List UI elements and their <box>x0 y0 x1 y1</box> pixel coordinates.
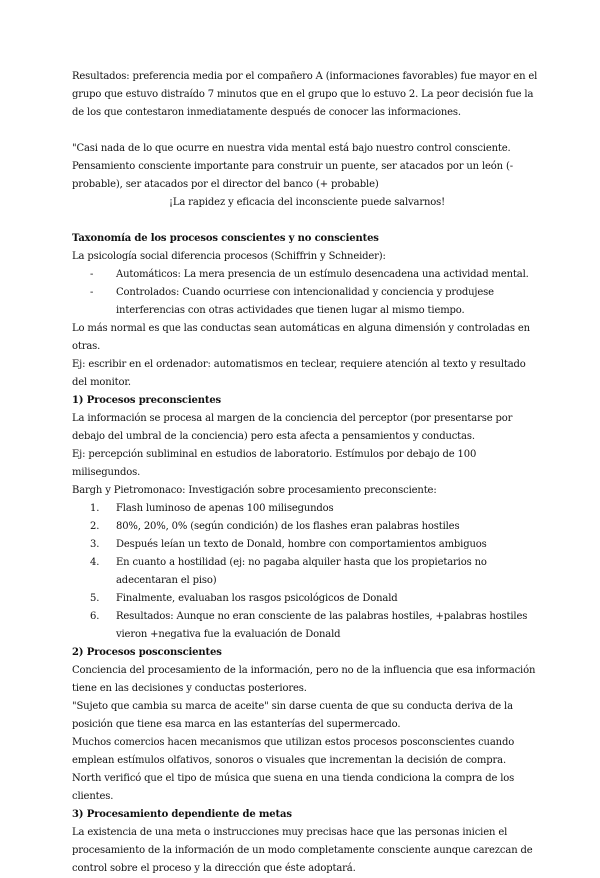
number-marker: 4. <box>90 557 100 568</box>
number-marker: 5. <box>90 593 100 604</box>
list-item-text: Después leían un texto de Donald, hombre con comportamientos ambiguos <box>116 539 487 550</box>
list-item-text: 80%, 20%, 0% (según condición) de los flashes eran palabras hostiles <box>116 521 460 532</box>
list-item <box>90 266 542 284</box>
number-marker: 6. <box>90 611 100 622</box>
document-page <box>72 68 542 878</box>
spacer <box>72 212 542 230</box>
list-item <box>90 500 542 518</box>
dash-marker: - <box>90 287 94 298</box>
number-marker: 1. <box>90 503 100 514</box>
taxonomy-intro: La psicología social diferencia procesos (Schiffrin y Schneider): <box>72 251 386 262</box>
list-item-text: Automáticos: La mera presencia de un estímulo desencadena una actividad mental. <box>116 269 529 280</box>
list-item-text: Resultados: Aunque no eran consciente de las palabras hostiles, +palabras hostiles vieron +negativa fue la evaluación de Donald <box>116 611 528 640</box>
list-item <box>90 554 542 590</box>
list-item <box>90 518 542 536</box>
spacer <box>72 122 542 140</box>
list-item <box>90 608 542 644</box>
goal-dependent-p1: La existencia de una meta o instrucciones muy precisas hace que las personas inicien el procesamiento de la información de un modo completamente consciente aunque carezcan de control sobre el proceso y la dirección que éste adoptará. <box>72 827 533 874</box>
list-item <box>90 590 542 608</box>
experiment-steps-list <box>72 500 542 644</box>
goal-dependent-heading: 3) Procesamiento dependiente de metas <box>72 809 292 820</box>
preconscious-p1: La información se procesa al margen de la conciencia del perceptor (por presentarse por debajo del umbral de la conciencia) pero esta afecta a pensamientos y conductas. <box>72 413 513 442</box>
centered-exclamation: ¡La rapidez y eficacia del inconsciente puede salvarnos! <box>168 197 445 208</box>
taxonomy-heading: Taxonomía de los procesos conscientes y no conscientes <box>72 233 379 244</box>
preconscious-p3: Bargh y Pietromonaco: Investigación sobre procesamiento preconsciente: <box>72 485 437 496</box>
results-paragraph: Resultados: preferencia media por el compañero A (informaciones favorables) fue mayor en el grupo que estuvo distraído 7 minutos que en el grupo que lo estuvo 2. La peor decisión fue la de los que contestaron inmediatamente después de conocer las informaciones. <box>72 71 538 118</box>
postconscious-p4: North verificó que el tipo de música que suena en una tienda condiciona la compra de los clientes. <box>72 773 515 802</box>
postconscious-p1: Conciencia del procesamiento de la información, pero no de la influencia que esa información tiene en las decisiones y conductas posteriores. <box>72 665 536 694</box>
quote-paragraph: "Casi nada de lo que ocurre en nuestra vida mental está bajo nuestro control consciente. <box>72 143 511 154</box>
list-item-text: Flash luminoso de apenas 100 milisegundos <box>116 503 334 514</box>
examples-paragraph: Pensamiento consciente importante para construir un puente, ser atacados por un león (- probable), ser atacados por el director del banco (+ probable) <box>72 161 513 190</box>
dash-marker: - <box>90 269 94 280</box>
normal-paragraph: Lo más normal es que las conductas sean automáticas en alguna dimensión y controladas en otras. <box>72 323 530 352</box>
list-item-text: En cuanto a hostilidad (ej: no pagaba alquiler hasta que los propietarios no adecentaran el piso) <box>116 557 487 586</box>
list-item <box>90 284 542 320</box>
list-item-text: Controlados: Cuando ocurriese con intencionalidad y conciencia y produjese interferencias con otras actividades que tienen lugar al mismo tiempo. <box>116 287 494 316</box>
list-item-text: Finalmente, evaluaban los rasgos psicológicos de Donald <box>116 593 398 604</box>
preconscious-p2: Ej: percepción subliminal en estudios de laboratorio. Estímulos por debajo de 100 milisegundos. <box>72 449 477 478</box>
postconscious-p3: Muchos comercios hacen mecanismos que utilizan estos procesos posconscientes cuando emplean estímulos olfativos, sonoros o visuales que incrementan la decisión de compra. <box>72 737 515 766</box>
postconscious-p2: "Sujeto que cambia su marca de aceite" sin darse cuenta de que su conducta deriva de la posición que tiene esa marca en las estanterías del supermercado. <box>72 701 513 730</box>
process-types-list <box>72 266 542 320</box>
example-paragraph: Ej: escribir en el ordenador: automatismos en teclear, requiere atención al texto y resultado del monitor. <box>72 359 526 388</box>
number-marker: 2. <box>90 521 100 532</box>
preconscious-heading: 1) Procesos preconscientes <box>72 395 222 406</box>
postconscious-heading: 2) Procesos posconscientes <box>72 647 222 658</box>
number-marker: 3. <box>90 539 100 550</box>
list-item <box>90 536 542 554</box>
